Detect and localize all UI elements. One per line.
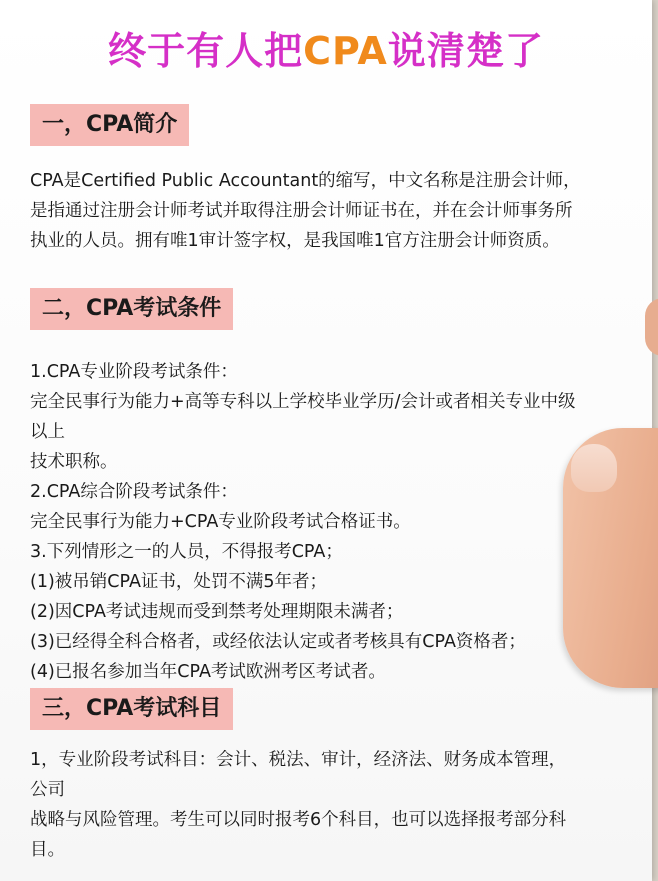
text-line: 完全民事行为能力+高等专科以上学校毕业学历/会计或者相关专业中级 — [30, 392, 576, 412]
text-line: (3)已经得全科合格者，或经依法认定或者考核具有CPA资格者； — [30, 632, 526, 652]
text-line: 2.CPA综合阶段考试条件： — [30, 482, 238, 502]
text-line: 1.CPA专业阶段考试条件： — [30, 362, 238, 382]
title-accent: CPA — [303, 29, 388, 73]
text-line: 1，专业阶段考试科目：会计、税法、审计，经济法、财务成本管理， — [30, 750, 567, 770]
finger-top — [645, 298, 658, 356]
text-line: 3.下列情形之一的人员，不得报考CPA； — [30, 542, 343, 562]
title-main: 终于有人把 — [108, 29, 304, 73]
text-line: 是指通过注册会计师考试并取得注册会计师证书在，并在会计师事务所 — [30, 201, 573, 221]
text-line: 以上 — [30, 422, 65, 442]
section-heading-subjects: 三，CPA考试科目 — [30, 688, 233, 730]
text-line: (2)因CPA考试违规而受到禁考处理期限未满者； — [30, 602, 404, 622]
text-line: (1)被吊销CPA证书，处罚不满5年者； — [30, 572, 328, 592]
page-title — [0, 20, 652, 75]
section-body-intro — [30, 166, 650, 256]
thumb-nail — [571, 444, 617, 492]
title-tail: 说清楚了 — [387, 29, 544, 73]
section-body-subjects — [30, 745, 650, 865]
text-line: (4)已报名参加当年CPA考试欧洲考区考试者。 — [30, 662, 386, 682]
text-line: 执业的人员。拥有唯1审计签字权，是我国唯1官方注册会计师资质。 — [30, 231, 560, 251]
section-body-conditions — [30, 357, 650, 687]
text-line: 战略与风险管理。考生可以同时报考6个科目，也可以选择报考部分科 — [30, 810, 567, 830]
text-line: CPA是Certified Public Accountant的缩写，中文名称是注册会计师， — [30, 171, 581, 191]
text-line: 公司 — [30, 780, 65, 800]
text-line: 技术职称。 — [30, 452, 118, 472]
section-heading-intro: 一，CPA简介 — [30, 104, 189, 146]
text-line: 目。 — [30, 840, 65, 860]
section-heading-conditions: 二，CPA考试条件 — [30, 288, 233, 330]
text-line: 完全民事行为能力+CPA专业阶段考试合格证书。 — [30, 512, 411, 532]
